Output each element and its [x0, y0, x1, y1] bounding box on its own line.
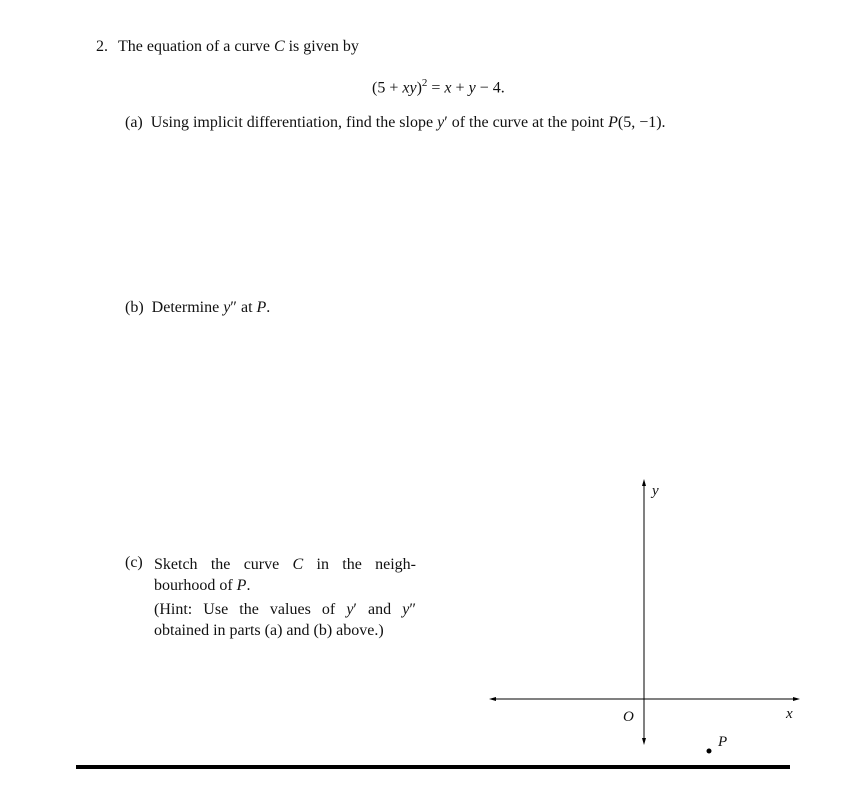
main-equation: (5 + xy)$^2$ = x + y − 4. — [372, 77, 505, 97]
point-p-dot — [707, 749, 712, 754]
hint-line-2: obtained in parts (a) and (b) above.) — [154, 622, 384, 639]
y-axis-arrow-up — [642, 479, 646, 486]
hint-line-1: (Hint: Use the values of y′ and y″ — [154, 601, 416, 618]
x-axis-label: x — [786, 706, 793, 722]
part-c-label: (c) — [125, 554, 143, 571]
part-a: (a) Using implicit differentiation, find the slope y′ of the curve at the point P(5, −1). — [125, 114, 666, 131]
question-intro: The equation of a curve C is given by — [118, 38, 359, 55]
x-axis-arrow-left — [489, 697, 496, 701]
origin-label: O — [623, 709, 634, 725]
part-c-line-1: Sketch the curve C in the neigh- — [154, 556, 416, 573]
y-axis-arrow-down — [642, 738, 646, 745]
part-c-line-2: bourhood of P. — [154, 577, 251, 594]
y-axis-label: y — [652, 483, 659, 499]
question-number: 2. — [96, 38, 108, 55]
point-p-label: P — [718, 734, 728, 750]
bottom-rule — [76, 765, 790, 769]
part-b: (b) Determine y″ at P. — [125, 299, 271, 316]
x-axis-arrow-right — [793, 697, 800, 701]
